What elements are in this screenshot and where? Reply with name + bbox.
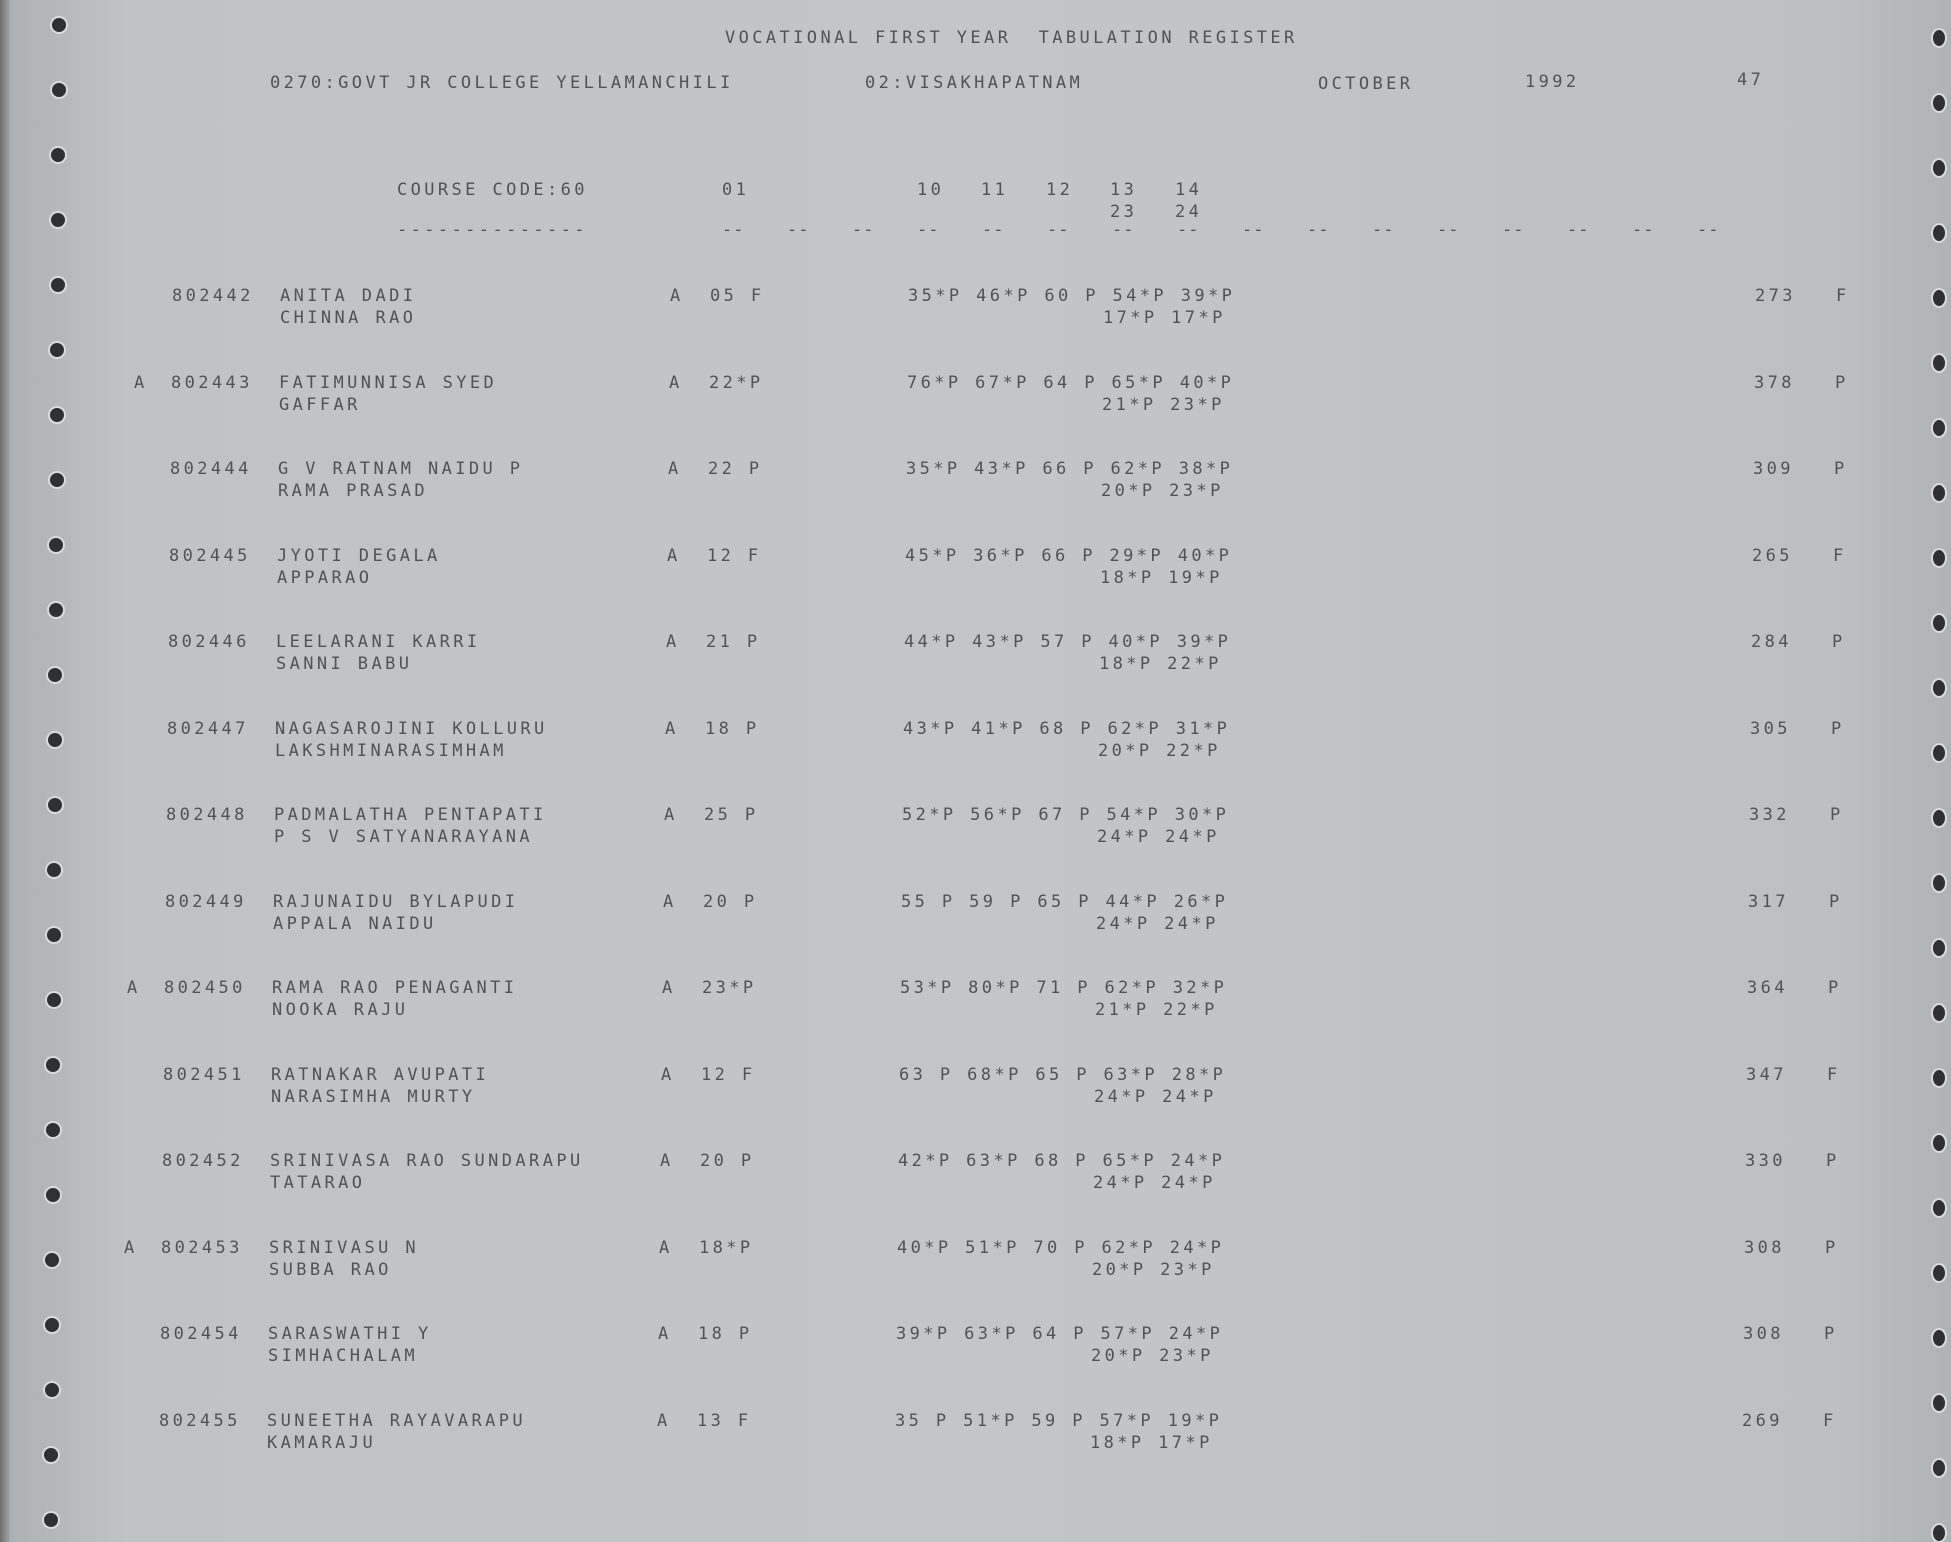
father-name: SIMHACHALAM	[268, 1346, 418, 1366]
father-name: NOOKA RAJU	[272, 1000, 409, 1020]
father-name: P S V SATYANARAYANA	[274, 827, 534, 847]
roll-number: 802452	[162, 1151, 244, 1171]
student-name: RAJUNAIDU BYLAPUDI	[273, 891, 519, 912]
column-dash-marker: --	[1437, 220, 1460, 240]
feed-hole	[1933, 420, 1945, 436]
roll-number: 802443	[171, 372, 253, 393]
father-name: SUBBA RAO	[269, 1259, 392, 1280]
final-result: F	[1836, 286, 1850, 306]
father-name: GAFFAR	[279, 394, 361, 415]
student-name: SUNEETHA RAYAVARAPU	[267, 1410, 527, 1431]
feed-hole	[52, 83, 66, 97]
father-name: NARASIMHA MURTY	[271, 1086, 476, 1107]
student-name: SARASWATHI Y	[268, 1324, 432, 1344]
feed-hole	[1933, 1395, 1945, 1411]
roll-number: 802453	[161, 1237, 243, 1258]
feed-hole	[1933, 1005, 1945, 1021]
father-name: APPALA NAIDU	[273, 913, 437, 934]
column-dash-marker: --	[1112, 220, 1135, 240]
father-name: CHINNA RAO	[280, 308, 417, 328]
feed-hole	[1933, 355, 1945, 371]
subject-marks-sub: 17*P 17*P	[1103, 308, 1226, 328]
subject-01-mark: 22 P	[708, 459, 763, 479]
subject-01-mark: 12 F	[701, 1064, 756, 1085]
total-marks: 309	[1753, 459, 1794, 479]
subject-01-mark: 20 P	[700, 1151, 755, 1171]
grade-code: A	[667, 545, 681, 566]
column-dash-marker: --	[852, 220, 875, 240]
subject-marks-sub: 24*P 24*P	[1094, 1086, 1217, 1107]
subject-marks: 63 P 68*P 65 P 63*P 28*P	[899, 1064, 1227, 1085]
grade-code: A	[665, 718, 679, 739]
tractor-feed-holes-right	[1927, 0, 1951, 1542]
binder-edge	[0, 0, 10, 1542]
column-dash-marker: --	[722, 220, 745, 240]
subject-marks: 43*P 41*P 68 P 62*P 31*P	[903, 718, 1231, 739]
feed-hole	[1933, 290, 1945, 306]
father-name: APPARAO	[277, 567, 373, 588]
subject-column-header: 13	[1110, 180, 1138, 200]
subject-01-mark: 12 F	[707, 545, 762, 566]
subject-marks-sub: 18*P 17*P	[1090, 1432, 1213, 1453]
column-dash-marker: --	[787, 220, 810, 240]
column-dash-marker: --	[1697, 220, 1720, 240]
roll-number: 802446	[168, 632, 250, 652]
total-marks: 317	[1748, 891, 1789, 912]
total-marks: 273	[1755, 286, 1796, 306]
subject-marks-sub: 20*P 22*P	[1098, 740, 1221, 761]
final-result: P	[1832, 632, 1846, 652]
feed-hole	[44, 1513, 58, 1527]
tractor-feed-holes-left	[46, 0, 70, 1542]
subject-marks: 52*P 56*P 67 P 54*P 30*P	[902, 805, 1230, 825]
feed-hole	[47, 928, 61, 942]
feed-hole	[48, 668, 62, 682]
student-name: JYOTI DEGALA	[277, 545, 441, 566]
column-dash-marker: --	[1632, 220, 1655, 240]
student-name: G V RATNAM NAIDU P	[278, 459, 524, 479]
subject-marks-sub: 24*P 24*P	[1097, 827, 1220, 847]
roll-number: 802449	[165, 891, 247, 912]
course-code-underline: --------------	[397, 220, 588, 240]
final-result: P	[1829, 891, 1843, 912]
feed-hole	[1933, 550, 1945, 566]
grade-code: A	[658, 1324, 672, 1344]
student-name: PADMALATHA PENTAPATI	[274, 805, 547, 825]
roll-number: 802450	[164, 978, 246, 998]
final-result: F	[1827, 1064, 1841, 1085]
feed-hole	[47, 993, 61, 1007]
feed-hole	[50, 408, 64, 422]
column-dash-marker: --	[1502, 220, 1525, 240]
feed-hole	[51, 278, 65, 292]
student-name: RATNAKAR AVUPATI	[271, 1064, 490, 1085]
grade-code: A	[670, 286, 684, 306]
student-name: ANITA DADI	[280, 286, 417, 306]
row-flag: A	[124, 1237, 138, 1258]
column-dash-marker: --	[917, 220, 940, 240]
final-result: P	[1831, 718, 1845, 739]
subject-column-header: 12	[1046, 180, 1074, 200]
feed-hole	[1933, 875, 1945, 891]
grade-code: A	[664, 805, 678, 825]
feed-hole	[1933, 95, 1945, 111]
feed-hole	[50, 473, 64, 487]
college-name: 0270:GOVT JR COLLEGE YELLAMANCHILI	[270, 73, 734, 93]
feed-hole	[1933, 940, 1945, 956]
feed-hole	[51, 213, 65, 227]
student-name: NAGASAROJINI KOLLURU	[275, 718, 548, 739]
feed-hole	[50, 343, 64, 357]
total-marks: 364	[1747, 978, 1788, 998]
roll-number: 802447	[167, 718, 249, 739]
subject-marks-sub: 18*P 22*P	[1099, 654, 1222, 674]
roll-number: 802445	[169, 545, 251, 566]
feed-hole	[1933, 1070, 1945, 1086]
subject-01-mark: 05 F	[710, 286, 765, 306]
grade-code: A	[661, 1064, 675, 1085]
roll-number: 802455	[159, 1410, 241, 1431]
total-marks: 265	[1752, 545, 1793, 566]
subject-01-mark: 18*P	[699, 1237, 754, 1258]
column-dash-marker: --	[1307, 220, 1330, 240]
father-name: SANNI BABU	[276, 654, 413, 674]
feed-hole	[1933, 680, 1945, 696]
tabulation-register-sheet	[10, 0, 1951, 1542]
grade-code: A	[660, 1151, 674, 1171]
column-dash-marker: --	[1177, 220, 1200, 240]
subject-marks-sub: 20*P 23*P	[1092, 1259, 1215, 1280]
father-name: TATARAO	[270, 1173, 366, 1193]
feed-hole	[1933, 1460, 1945, 1476]
course-code: COURSE CODE:60	[397, 180, 588, 200]
subject-subcolumn-header: 23	[1110, 202, 1138, 222]
feed-hole	[1933, 1135, 1945, 1151]
father-name: LAKSHMINARASIMHAM	[275, 740, 507, 761]
subject-column-header: 11	[981, 180, 1009, 200]
roll-number: 802442	[172, 286, 254, 306]
subject-column-header: 01	[722, 180, 750, 200]
feed-hole	[1933, 30, 1945, 46]
feed-hole	[49, 603, 63, 617]
final-result: P	[1826, 1151, 1840, 1171]
roll-number: 802444	[170, 459, 252, 479]
subject-01-mark: 20 P	[703, 891, 758, 912]
page-number: 47	[1737, 70, 1765, 90]
subject-marks-sub: 24*P 24*P	[1093, 1173, 1216, 1193]
final-result: F	[1833, 545, 1847, 566]
subject-01-mark: 25 P	[704, 805, 759, 825]
feed-hole	[1933, 1200, 1945, 1216]
final-result: P	[1828, 978, 1842, 998]
student-name: FATIMUNNISA SYED	[279, 372, 498, 393]
feed-hole	[1933, 615, 1945, 631]
total-marks: 284	[1751, 632, 1792, 652]
feed-hole	[49, 538, 63, 552]
subject-01-mark: 18 P	[705, 718, 760, 739]
subject-marks-sub: 21*P 22*P	[1095, 1000, 1218, 1020]
subject-marks-sub: 20*P 23*P	[1091, 1346, 1214, 1366]
student-name: SRINIVASU N	[269, 1237, 419, 1258]
grade-code: A	[666, 632, 680, 652]
final-result: P	[1824, 1324, 1838, 1344]
total-marks: 347	[1746, 1064, 1787, 1085]
total-marks: 308	[1743, 1324, 1784, 1344]
subject-01-mark: 23*P	[702, 978, 757, 998]
feed-hole	[46, 1188, 60, 1202]
total-marks: 332	[1749, 805, 1790, 825]
subject-01-mark: 21 P	[706, 632, 761, 652]
final-result: P	[1830, 805, 1844, 825]
final-result: P	[1825, 1237, 1839, 1258]
feed-hole	[44, 1448, 58, 1462]
roll-number: 802451	[163, 1064, 245, 1085]
subject-marks-sub: 21*P 23*P	[1102, 394, 1225, 415]
grade-code: A	[659, 1237, 673, 1258]
subject-marks: 53*P 80*P 71 P 62*P 32*P	[900, 978, 1228, 998]
feed-hole	[1933, 810, 1945, 826]
subject-marks: 55 P 59 P 65 P 44*P 26*P	[901, 891, 1229, 912]
feed-hole	[52, 18, 66, 32]
subject-marks: 40*P 51*P 70 P 62*P 24*P	[897, 1237, 1225, 1258]
feed-hole	[1933, 1265, 1945, 1281]
column-dash-marker: --	[1372, 220, 1395, 240]
roll-number: 802454	[160, 1324, 242, 1344]
total-marks: 269	[1742, 1410, 1783, 1431]
register-title: VOCATIONAL FIRST YEAR TABULATION REGISTER	[725, 28, 1298, 48]
final-result: F	[1823, 1410, 1837, 1431]
column-dash-marker: --	[982, 220, 1005, 240]
feed-hole	[45, 1253, 59, 1267]
father-name: KAMARAJU	[267, 1432, 377, 1453]
feed-hole	[46, 1058, 60, 1072]
final-result: P	[1835, 372, 1849, 393]
row-flag: A	[127, 978, 141, 998]
subject-01-mark: 18 P	[698, 1324, 753, 1344]
roll-number: 802448	[166, 805, 248, 825]
column-dash-marker: --	[1047, 220, 1070, 240]
student-name: RAMA RAO PENAGANTI	[272, 978, 518, 998]
grade-code: A	[669, 372, 683, 393]
subject-column-header: 10	[917, 180, 945, 200]
total-marks: 330	[1745, 1151, 1786, 1171]
grade-code: A	[657, 1410, 671, 1431]
subject-marks: 39*P 63*P 64 P 57*P 24*P	[896, 1324, 1224, 1344]
total-marks: 308	[1744, 1237, 1785, 1258]
subject-marks-sub: 18*P 19*P	[1100, 567, 1223, 588]
subject-marks: 35*P 46*P 60 P 54*P 39*P	[908, 286, 1236, 306]
feed-hole	[45, 1318, 59, 1332]
subject-marks-sub: 20*P 23*P	[1101, 481, 1224, 501]
feed-hole	[1933, 745, 1945, 761]
feed-hole	[1933, 485, 1945, 501]
feed-hole	[48, 798, 62, 812]
column-dash-marker: --	[1567, 220, 1590, 240]
total-marks: 305	[1750, 718, 1791, 739]
grade-code: A	[663, 891, 677, 912]
student-name: SRINIVASA RAO SUNDARAPU	[270, 1151, 584, 1171]
feed-hole	[45, 1383, 59, 1397]
subject-marks-sub: 24*P 24*P	[1096, 913, 1219, 934]
feed-hole	[48, 733, 62, 747]
feed-hole	[1933, 225, 1945, 241]
feed-hole	[1933, 160, 1945, 176]
grade-code: A	[662, 978, 676, 998]
subject-marks: 44*P 43*P 57 P 40*P 39*P	[904, 632, 1232, 652]
subject-marks: 35*P 43*P 66 P 62*P 38*P	[906, 459, 1234, 479]
father-name: RAMA PRASAD	[278, 481, 428, 501]
grade-code: A	[668, 459, 682, 479]
total-marks: 378	[1754, 372, 1795, 393]
subject-01-mark: 22*P	[709, 372, 764, 393]
subject-marks: 76*P 67*P 64 P 65*P 40*P	[907, 372, 1235, 393]
subject-marks: 45*P 36*P 66 P 29*P 40*P	[905, 545, 1233, 566]
final-result: P	[1834, 459, 1848, 479]
exam-year: 1992	[1525, 72, 1580, 92]
row-flag: A	[134, 372, 148, 393]
subject-subcolumn-header: 24	[1175, 202, 1203, 222]
district-name: 02:VISAKHAPATNAM	[865, 73, 1084, 93]
exam-month: OCTOBER	[1318, 74, 1414, 94]
feed-hole	[1933, 1525, 1945, 1541]
feed-hole	[1933, 1330, 1945, 1346]
subject-column-header: 14	[1175, 180, 1203, 200]
feed-hole	[46, 1123, 60, 1137]
student-name: LEELARANI KARRI	[276, 632, 481, 652]
feed-hole	[51, 148, 65, 162]
subject-01-mark: 13 F	[697, 1410, 752, 1431]
subject-marks: 42*P 63*P 68 P 65*P 24*P	[898, 1151, 1226, 1171]
subject-marks: 35 P 51*P 59 P 57*P 19*P	[895, 1410, 1223, 1431]
feed-hole	[47, 863, 61, 877]
column-dash-marker: --	[1242, 220, 1265, 240]
